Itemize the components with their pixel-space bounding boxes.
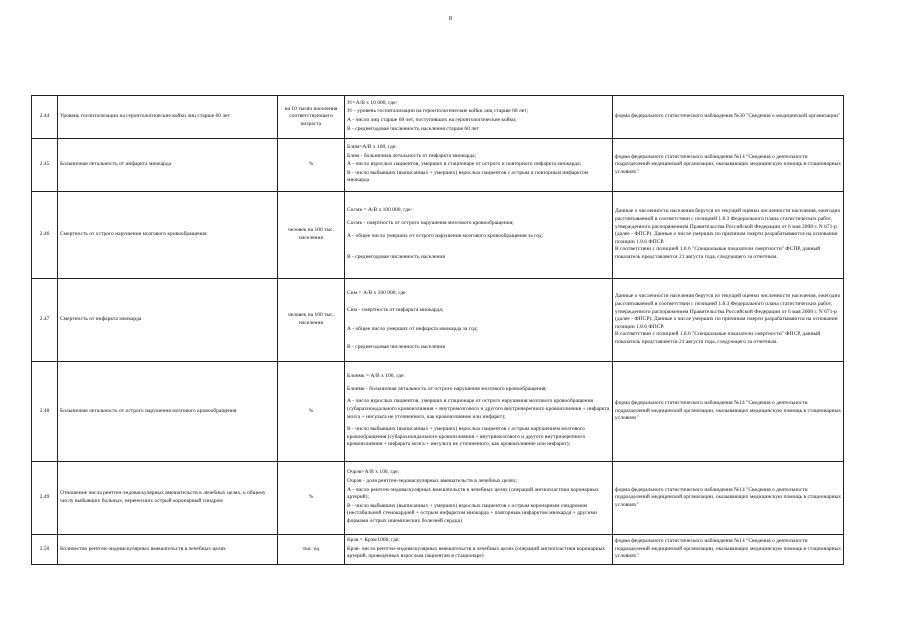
formula-line: Очрэв=А/В х 100, где: xyxy=(347,469,400,476)
formula-line: А - число рентген-эндоваскулярных вмешательств в лечебных целях (операций ангиопластики коронарных артерий); xyxy=(347,486,599,501)
formula xyxy=(345,96,613,139)
unit: % xyxy=(278,462,345,535)
source-text: В соответствии с позицией 1.8.6 "Специальные показатели смертности" ФПСР, данный показатель представляется 21 августа года, следующего за отчетным. xyxy=(615,331,821,345)
indicator-name: Смертность от инфаркта миокарда xyxy=(58,279,278,362)
row-number: 2.50 xyxy=(32,535,58,565)
row-number: 2.44 xyxy=(32,96,58,139)
table-row xyxy=(32,96,844,139)
formula xyxy=(345,139,613,192)
source-text: форма федерального статистического наблюдения №14 "Сведения о деятельности подразделений медицинской организации, оказывающих медицинскую помощь в стационарных условиях" xyxy=(615,400,841,422)
formula-line: А - общее число умерших от острого нарушения мозгового кровообращения за год; xyxy=(347,232,544,239)
formula-line: Блонмк = А/В х 100, где: xyxy=(347,373,405,380)
formula-line: В - среднегодовая численность населения xyxy=(347,254,445,261)
row-number: 2.45 xyxy=(32,139,58,192)
formula-line: Крэв- число рентген-эндоваскулярных вмешательств в лечебных целях (операций ангиопластики коронарных артерий, проведенных взрослым пациентам в стационаре) xyxy=(347,545,606,560)
formula-line: Уг - уровень госпитализации на геронтологические койки лиц старше 60 лет; xyxy=(347,108,529,115)
formula-line: Блим=А/В х 100, где: xyxy=(347,144,397,151)
source-text: форма федерального статистического наблюдения №14 "Сведения о деятельности подразделений медицинской организации, оказывающих медицинскую помощь в стационарных условиях" xyxy=(615,486,841,508)
table-row xyxy=(32,139,844,192)
formula-line: А - число лиц старше 60 лет, поступивших на геронтологические койки; xyxy=(347,117,517,123)
unit: человек на 100 тыс. населения xyxy=(278,279,345,362)
formula-line: Сосмк = А/В х 100 000, где: xyxy=(347,207,413,214)
formula-line: В - число выбывших (выписанных + умерших) взрослых пациентов с острым и повторным инфарктом миокарда xyxy=(347,169,589,184)
indicator-name: Смертность от острого нарушения мозгового кровообращения xyxy=(58,192,278,279)
row-number: 2.47 xyxy=(32,279,58,362)
data-source xyxy=(613,139,844,192)
formula xyxy=(345,192,613,279)
formula-line: Блонмк - больничная летальность от острого нарушения мозгового кровообращения; xyxy=(347,385,547,392)
row-number: 2.48 xyxy=(32,362,58,462)
formula-line: В - среднегодовая численность населения xyxy=(347,344,445,351)
source-text: форма федерального статистического наблюдения №14 "Сведения о деятельности подразделений медицинской организации, оказывающих медицинскую помощь в стационарных условиях" xyxy=(615,153,841,175)
data-source xyxy=(613,362,844,462)
formula-line: Блим - больничная летальность от инфаркта миокарда; xyxy=(347,152,477,159)
formula-line: В - среднегодовая численность населения старше 60 лет xyxy=(347,125,479,132)
table-row xyxy=(32,279,844,362)
table-row xyxy=(32,192,844,279)
formula-line: А - число взрослых пациентов, умерших в стационаре от острого нарушения мозгового кровообращения (субарахноидального кровоизлияния + внутримозгового и другого внутричерепного кровоизлияния + инфаркта мозга + инсульта не уточненного, как кровоизлияние или инфаркт); xyxy=(347,398,610,420)
source-text: В соответствии с позицией 1.8.6 "Специальные показатели смертности" ФСПР, данный показатель представляется 21 августа года, следующего за отчетным. xyxy=(615,246,821,260)
indicator-name: Уровень госпитализации на геронтологические койки лиц старше 60 лет xyxy=(58,96,278,139)
formula-line: Крэв = Крэв/1000, где: xyxy=(347,537,400,544)
unit: человек на 100 тыс. населения xyxy=(278,192,345,279)
formula-line: А - общее число умерших от инфаркта миокарда за год; xyxy=(347,325,478,332)
formula-line: Сим = А/В х 100 000, где: xyxy=(347,290,407,297)
unit: % xyxy=(278,139,345,192)
formula xyxy=(345,462,613,535)
data-source xyxy=(613,535,844,565)
data-source xyxy=(613,279,844,362)
formula-line: Уг=А/В х 10 000, где: xyxy=(347,99,398,106)
table-row xyxy=(32,462,844,535)
source-text: Данные о численности населения берутся из текущей оценки численности населения, ежегодно рассчитываемой в соответствии с позицией 1.8.3 Федерального плана статистических работ, утвержденного распоряжением Правительства Российской Федерации от 6 мая 2008 г. N 671-р (далее - ФПСР). Данные о числе умерших по причинам смерти разрабатываются на основании позиции 1.8.6 ФПСР. xyxy=(615,293,841,330)
table-row xyxy=(32,362,844,462)
indicator-name: Отношение числа рентген-эндоваскулярных вмешательств в лечебных целях, к общему числу выбывших больных, перенесших острый коронарный синдром xyxy=(58,462,278,535)
page-number: 8 xyxy=(449,16,452,22)
row-number: 2.49 xyxy=(32,462,58,535)
unit: тыс. ед xyxy=(278,535,345,565)
unit: на 10 тысяч населения соответствующего возраста xyxy=(278,96,345,139)
formula-line: В - число выбывших (выписанных + умерших) взрослых пациентов с острым нарушением мозгового кровообращения (субарахноидального кровоизлияния + внутримозгового и другого внутричерепного кровоизлияния + инфаркта мозга + инсульта не уточненного, как кровоизлияние или инфаркт); xyxy=(347,426,586,448)
row-number: 2.46 xyxy=(32,192,58,279)
data-source xyxy=(613,462,844,535)
formula-line: В - число выбывших (выписанных + умерших) взрослых пациентов с острым коронарным синдромом (нестабильной стенокардией + острым инфарктом миокарда + повторным инфарктом миокарда + другими формами острых ишемических болезней сердца) xyxy=(347,502,597,524)
indicator-name: Больничная летальность от острого нарушения мозгового кровообращения xyxy=(58,362,278,462)
formula xyxy=(345,362,613,462)
indicator-name: Больничная летальность от инфаркта миокарда xyxy=(58,139,278,192)
formula-line: А - число взрослых пациентов, умерших в стационаре от острого и повторного инфаркта миокарда; xyxy=(347,161,582,168)
source-text: Данные о численности населения берутся из текущей оценки численности населения, ежегодно рассчитываемой в соответствии с позицией 1.8.3 Федерального плана статистических работ, утвержденного распоряжением Правительства Российской Федерации от 6 мая 2008 г. N 671-р (далее - ФПСР). Данные о числе умерших по причинам смерти разрабатываются на основании позиции 1.8.6 ФПСР. xyxy=(615,208,841,245)
table-row xyxy=(32,535,844,565)
formula-line: Сим - смертность от инфаркта миокарда; xyxy=(347,306,444,313)
formula-line: Сосмк - смертность от острого нарушения мозгового кровообращения; xyxy=(347,219,514,226)
data-source xyxy=(613,192,844,279)
indicators-table xyxy=(31,95,844,565)
source-text: форма федерального статистического наблюдения №30 "Сведения о медицинской организации" xyxy=(615,113,841,120)
data-source xyxy=(613,96,844,139)
formula xyxy=(345,535,613,565)
source-text: форма федерального статистического наблюдения №14 "Сведения о деятельности подразделений медицинской организации, оказывающих медицинскую помощь в стационарных условиях" xyxy=(615,538,841,560)
formula-line: Очрэв - доля рентген-эндоваскулярных вмешательств в лечебных целях; xyxy=(347,478,517,485)
indicator-name: Количество рентген-эндоваскулярных вмешательств в лечебных целях xyxy=(58,535,278,565)
unit: % xyxy=(278,362,345,462)
formula xyxy=(345,279,613,362)
